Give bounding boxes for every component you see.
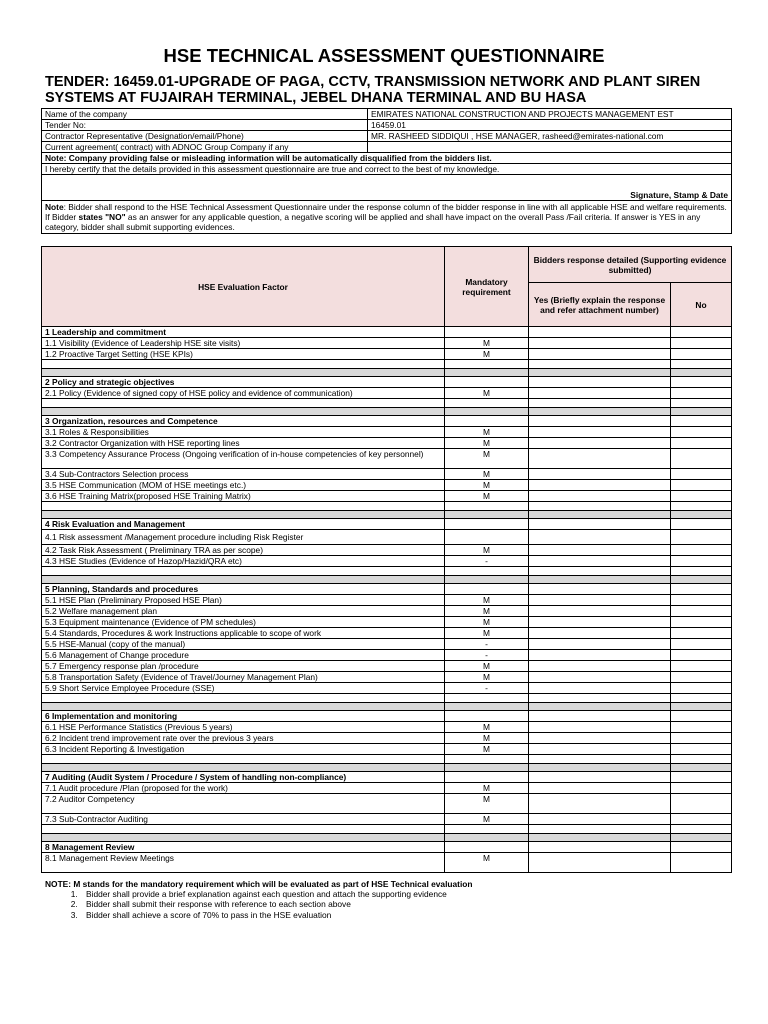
spacer-cell [42, 502, 445, 511]
page-title: HSE TECHNICAL ASSESSMENT QUESTIONNAIRE [163, 45, 605, 66]
separator-cell [42, 408, 445, 416]
evaluation-factor: 6.1 HSE Performance Statistics (Previous 5 years) [42, 722, 445, 733]
spacer-cell [445, 567, 529, 576]
separator-cell [529, 703, 671, 711]
yes-response-cell[interactable] [529, 338, 671, 349]
mandatory-cell: M [445, 595, 529, 606]
evaluation-factor: 3.6 HSE Training Matrix(proposed HSE Training Matrix) [42, 491, 445, 502]
yes-response-cell[interactable] [529, 427, 671, 438]
table-row [42, 744, 732, 755]
separator-cell [529, 369, 671, 377]
mandatory-cell: M [445, 349, 529, 360]
yes-response-cell[interactable] [529, 438, 671, 449]
section-mandatory-cell [445, 584, 529, 595]
separator-row [42, 408, 732, 416]
mandatory-cell: M [445, 427, 529, 438]
yes-response-cell[interactable] [529, 683, 671, 694]
yes-response-cell[interactable] [529, 744, 671, 755]
table-row [42, 617, 732, 628]
section-title: 2 Policy and strategic objectives [42, 377, 445, 388]
evaluation-factor: 5.8 Transportation Safety (Evidence of Travel/Journey Management Plan) [42, 672, 445, 683]
mandatory-cell: - [445, 650, 529, 661]
table-row [42, 853, 732, 873]
spacer-cell [445, 399, 529, 408]
no-response-cell[interactable] [671, 338, 732, 349]
note-item: 1. Bidder shall provide a brief explanation against each question and attach the supporting evidence [80, 889, 745, 899]
evaluation-factor: 3.5 HSE Communication (MOM of HSE meetings etc.) [42, 480, 445, 491]
factor-header: HSE Evaluation Factor [42, 247, 445, 327]
agreement-value[interactable] [368, 142, 732, 153]
yes-response-cell[interactable] [529, 853, 671, 873]
separator-cell [671, 576, 732, 584]
mandatory-header: Mandatory requirement [445, 247, 529, 327]
no-response-cell[interactable] [671, 628, 732, 639]
section-yes-cell [529, 772, 671, 783]
table-row [42, 556, 732, 567]
section-no-cell [671, 772, 732, 783]
tender-heading: TENDER: 16459.01-UPGRADE OF PAGA, CCTV, TRANSMISSION NETWORK AND PLANT SIREN SYSTEMS AT FUJAIRAH TERMINAL, JEBEL DHANA TERMINAL AND BU HASA [45, 74, 701, 106]
representative-row [42, 131, 732, 142]
section-no-cell [671, 711, 732, 722]
no-response-cell[interactable] [671, 814, 732, 825]
section-yes-cell [529, 584, 671, 595]
yes-response-cell[interactable] [529, 491, 671, 502]
tender-no-row [42, 120, 732, 131]
section-no-cell [671, 327, 732, 338]
mandatory-cell: M [445, 672, 529, 683]
spacer-cell [42, 755, 445, 764]
separator-cell [529, 511, 671, 519]
spacer-cell [529, 694, 671, 703]
separator-cell [671, 764, 732, 772]
spacer-row [42, 825, 732, 834]
evaluation-factor: 5.3 Equipment maintenance (Evidence of PM schedules) [42, 617, 445, 628]
yes-response-cell[interactable] [529, 628, 671, 639]
separator-cell [445, 834, 529, 842]
table-row [42, 449, 732, 469]
separator-cell [42, 576, 445, 584]
section-row [42, 377, 732, 388]
yes-response-cell[interactable] [529, 639, 671, 650]
response-note-label: Note [45, 202, 64, 212]
evaluation-factor: 3.1 Roles & Responsibilities [42, 427, 445, 438]
separator-cell [445, 576, 529, 584]
table-row [42, 672, 732, 683]
separator-row [42, 369, 732, 377]
evaluation-factor: 4.1 Risk assessment /Management procedure including Risk Register [42, 530, 445, 545]
no-response-cell[interactable] [671, 617, 732, 628]
company-value[interactable]: EMIRATES NATIONAL CONSTRUCTION AND PROJECTS MANAGEMENT EST [368, 109, 732, 120]
section-mandatory-cell [445, 842, 529, 853]
evaluation-factor: 8.1 Management Review Meetings [42, 853, 445, 873]
table-row [42, 683, 732, 694]
evaluation-body [42, 327, 732, 873]
section-mandatory-cell [445, 711, 529, 722]
table-row [42, 733, 732, 744]
spacer-row [42, 360, 732, 369]
evaluation-factor: 6.3 Incident Reporting & Investigation [42, 744, 445, 755]
separator-cell [671, 511, 732, 519]
table-row [42, 783, 732, 794]
separator-cell [445, 511, 529, 519]
table-row [42, 794, 732, 814]
section-yes-cell [529, 711, 671, 722]
response-note-row [42, 201, 732, 234]
spacer-cell [529, 755, 671, 764]
mandatory-cell: M [445, 744, 529, 755]
spacer-cell [671, 502, 732, 511]
section-yes-cell [529, 519, 671, 530]
separator-row [42, 764, 732, 772]
no-response-cell[interactable] [671, 672, 732, 683]
separator-cell [42, 834, 445, 842]
notes-block [45, 879, 745, 920]
note-item: 3. Bidder shall achieve a score of 70% to pass in the HSE evaluation [80, 910, 745, 920]
company-label: Name of the company [42, 109, 368, 120]
spacer-cell [42, 567, 445, 576]
certification-row [42, 164, 732, 175]
no-response-cell[interactable] [671, 556, 732, 567]
mandatory-cell: M [445, 545, 529, 556]
evaluation-factor: 4.2 Task Risk Assessment ( Preliminary TRA as per scope) [42, 545, 445, 556]
mandatory-cell: M [445, 491, 529, 502]
evaluation-factor: 3.4 Sub-Contractors Selection process [42, 469, 445, 480]
response-note-tail: as an answer for any applicable question, a negative scoring will be applied and shall have impact on the overall Pass /Fail criteria. If answer is YES in any category, bidder shall submit supporting evidences. [45, 212, 701, 232]
spacer-row [42, 567, 732, 576]
section-mandatory-cell [445, 519, 529, 530]
mandatory-cell: M [445, 606, 529, 617]
table-row [42, 606, 732, 617]
mandatory-cell: M [445, 733, 529, 744]
table-row [42, 545, 732, 556]
section-mandatory-cell [445, 416, 529, 427]
table-row [42, 469, 732, 480]
section-title: 8 Management Review [42, 842, 445, 853]
no-response-cell[interactable] [671, 650, 732, 661]
no-response-cell[interactable] [671, 388, 732, 399]
yes-response-cell[interactable] [529, 661, 671, 672]
section-title: 7 Auditing (Audit System / Procedure / System of handling non-compliance) [42, 772, 445, 783]
no-response-cell[interactable] [671, 545, 732, 556]
company-row [42, 109, 732, 120]
evaluation-factor: 1.1 Visibility (Evidence of Leadership HSE site visits) [42, 338, 445, 349]
spacer-cell [42, 694, 445, 703]
evaluation-factor: 5.1 HSE Plan (Preliminary Proposed HSE Plan) [42, 595, 445, 606]
mandatory-cell: - [445, 639, 529, 650]
evaluation-factor: 5.4 Standards, Procedures & work Instructions applicable to scope of work [42, 628, 445, 639]
response-note-text: : Bidder shall respond to the HSE Technical Assessment Questionnaire under the response column of the bidder response in line with all applicable HSE and welfare requirements. If Bidder [45, 202, 727, 222]
section-row [42, 584, 732, 595]
no-response-cell[interactable] [671, 606, 732, 617]
section-mandatory-cell [445, 377, 529, 388]
table-row [42, 438, 732, 449]
no-response-cell[interactable] [671, 595, 732, 606]
response-header: Bidders response detailed (Supporting evidence submitted) [529, 247, 732, 283]
no-response-cell[interactable] [671, 744, 732, 755]
evaluation-factor: 3.2 Contractor Organization with HSE reporting lines [42, 438, 445, 449]
spacer-cell [529, 360, 671, 369]
section-row [42, 327, 732, 338]
separator-cell [42, 703, 445, 711]
yes-response-cell[interactable] [529, 733, 671, 744]
representative-label: Contractor Representative (Designation/email/Phone) [42, 131, 368, 142]
table-row [42, 480, 732, 491]
evaluation-factor: 5.5 HSE-Manual (copy of the manual) [42, 639, 445, 650]
mandatory-cell: - [445, 556, 529, 567]
no-response-cell[interactable] [671, 733, 732, 744]
section-row [42, 842, 732, 853]
evaluation-factor: 5.9 Short Service Employee Procedure (SSE) [42, 683, 445, 694]
evaluation-factor: 6.2 Incident trend improvement rate over the previous 3 years [42, 733, 445, 744]
spacer-cell [42, 399, 445, 408]
spacer-row [42, 694, 732, 703]
mandatory-cell: M [445, 661, 529, 672]
table-row [42, 650, 732, 661]
yes-response-cell[interactable] [529, 349, 671, 360]
no-response-cell[interactable] [671, 469, 732, 480]
table-header-row [42, 247, 732, 283]
no-response-cell[interactable] [671, 639, 732, 650]
mandatory-cell: M [445, 449, 529, 469]
tender-no-value[interactable]: 16459.01 [368, 120, 732, 131]
no-response-cell[interactable] [671, 491, 732, 502]
separator-row [42, 511, 732, 519]
yes-response-cell[interactable] [529, 722, 671, 733]
no-response-cell[interactable] [671, 349, 732, 360]
section-mandatory-cell [445, 772, 529, 783]
section-title: 1 Leadership and commitment [42, 327, 445, 338]
mandatory-cell: M [445, 617, 529, 628]
company-info-table [41, 108, 732, 234]
certification-text: I hereby certify that the details provided in this assessment questionnaire are true and correct to the best of my knowledge. [42, 164, 732, 175]
signature-field[interactable]: Signature, Stamp & Date [42, 175, 732, 201]
section-row [42, 416, 732, 427]
mandatory-cell: M [445, 783, 529, 794]
spacer-row [42, 502, 732, 511]
section-row [42, 711, 732, 722]
mandatory-cell: M [445, 480, 529, 491]
section-no-cell [671, 416, 732, 427]
no-response-cell[interactable] [671, 783, 732, 794]
no-header: No [671, 283, 732, 327]
table-row [42, 530, 732, 545]
section-title: 5 Planning, Standards and procedures [42, 584, 445, 595]
response-note [42, 201, 732, 234]
no-response-cell[interactable] [671, 438, 732, 449]
mandatory-cell [445, 530, 529, 545]
table-row [42, 427, 732, 438]
evaluation-factor: 7.3 Sub-Contractor Auditing [42, 814, 445, 825]
separator-cell [529, 408, 671, 416]
yes-response-cell[interactable] [529, 814, 671, 825]
spacer-row [42, 399, 732, 408]
mandatory-cell: M [445, 628, 529, 639]
mandatory-cell: M [445, 388, 529, 399]
table-row [42, 491, 732, 502]
yes-response-cell[interactable] [529, 595, 671, 606]
representative-value[interactable]: MR. RASHEED SIDDIQUI , HSE MANAGER, rasheed@emirates-national.com [368, 131, 732, 142]
separator-cell [42, 369, 445, 377]
section-mandatory-cell [445, 327, 529, 338]
spacer-cell [445, 825, 529, 834]
spacer-cell [671, 399, 732, 408]
notes-list [45, 889, 745, 920]
evaluation-factor: 5.7 Emergency response plan /procedure [42, 661, 445, 672]
separator-cell [529, 764, 671, 772]
spacer-cell [42, 825, 445, 834]
spacer-cell [529, 825, 671, 834]
yes-response-cell[interactable] [529, 449, 671, 469]
yes-response-cell[interactable] [529, 617, 671, 628]
no-response-cell[interactable] [671, 722, 732, 733]
yes-response-cell[interactable] [529, 480, 671, 491]
no-response-cell[interactable] [671, 530, 732, 545]
spacer-cell [671, 360, 732, 369]
no-response-cell[interactable] [671, 683, 732, 694]
spacer-cell [671, 694, 732, 703]
separator-cell [445, 369, 529, 377]
separator-cell [671, 408, 732, 416]
separator-cell [42, 511, 445, 519]
yes-response-cell[interactable] [529, 388, 671, 399]
separator-row [42, 703, 732, 711]
spacer-cell [445, 360, 529, 369]
notes-heading: NOTE: M stands for the mandatory requirement which will be evaluated as part of HSE Technical evaluation [45, 879, 473, 889]
section-row [42, 519, 732, 530]
section-no-cell [671, 584, 732, 595]
spacer-row [42, 755, 732, 764]
spacer-cell [671, 825, 732, 834]
mandatory-cell: M [445, 722, 529, 733]
section-row [42, 772, 732, 783]
table-row [42, 349, 732, 360]
separator-cell [445, 703, 529, 711]
agreement-label: Current agreement( contract) with ADNOC Group Company if any [42, 142, 368, 153]
spacer-cell [529, 502, 671, 511]
section-no-cell [671, 377, 732, 388]
yes-response-cell[interactable] [529, 556, 671, 567]
section-title: 4 Risk Evaluation and Management [42, 519, 445, 530]
no-response-cell[interactable] [671, 449, 732, 469]
separator-cell [671, 834, 732, 842]
tender-no-label: Tender No: [42, 120, 368, 131]
spacer-cell [445, 694, 529, 703]
separator-cell [42, 764, 445, 772]
spacer-cell [529, 399, 671, 408]
mandatory-cell: - [445, 683, 529, 694]
yes-response-cell[interactable] [529, 794, 671, 814]
note-item: 2. Bidder shall submit their response with reference to each section above [80, 899, 745, 909]
spacer-cell [671, 755, 732, 764]
mandatory-cell: M [445, 814, 529, 825]
evaluation-factor: 3.3 Competency Assurance Process (Ongoing verification of in-house competencies of key personnel) [42, 449, 445, 469]
table-row [42, 338, 732, 349]
evaluation-factor: 5.2 Welfare management plan [42, 606, 445, 617]
disqualify-note: Note: Company providing false or misleading information will be automatically disqualified from the bidders list. [42, 153, 732, 164]
spacer-cell [671, 567, 732, 576]
table-row [42, 661, 732, 672]
section-yes-cell [529, 377, 671, 388]
section-yes-cell [529, 842, 671, 853]
table-row [42, 639, 732, 650]
no-response-cell[interactable] [671, 480, 732, 491]
evaluation-factor: 5.6 Management of Change procedure [42, 650, 445, 661]
signature-row [42, 175, 732, 201]
table-row [42, 388, 732, 399]
yes-response-cell[interactable] [529, 650, 671, 661]
agreement-row [42, 142, 732, 153]
evaluation-factor: 7.1 Audit procedure /Plan (proposed for the work) [42, 783, 445, 794]
yes-response-cell[interactable] [529, 469, 671, 480]
separator-row [42, 834, 732, 842]
separator-cell [529, 834, 671, 842]
spacer-cell [445, 755, 529, 764]
section-yes-cell [529, 327, 671, 338]
section-title: 3 Organization, resources and Competence [42, 416, 445, 427]
spacer-cell [42, 360, 445, 369]
yes-response-cell[interactable] [529, 783, 671, 794]
evaluation-factor: 2.1 Policy (Evidence of signed copy of HSE policy and evidence of communication) [42, 388, 445, 399]
evaluation-table [41, 246, 732, 873]
table-row [42, 595, 732, 606]
no-response-cell[interactable] [671, 427, 732, 438]
section-no-cell [671, 842, 732, 853]
section-no-cell [671, 519, 732, 530]
separator-row [42, 576, 732, 584]
yes-header: Yes (Briefly explain the response and refer attachment number) [529, 283, 671, 327]
yes-response-cell[interactable] [529, 530, 671, 545]
mandatory-cell: M [445, 794, 529, 814]
evaluation-factor: 1.2 Proactive Target Setting (HSE KPIs) [42, 349, 445, 360]
evaluation-factor: 7.2 Auditor Competency [42, 794, 445, 814]
spacer-cell [529, 567, 671, 576]
separator-cell [445, 764, 529, 772]
mandatory-cell: M [445, 469, 529, 480]
separator-cell [529, 576, 671, 584]
table-row [42, 814, 732, 825]
yes-response-cell[interactable] [529, 672, 671, 683]
table-row [42, 722, 732, 733]
no-response-cell[interactable] [671, 794, 732, 814]
separator-cell [445, 408, 529, 416]
spacer-cell [445, 502, 529, 511]
disqualify-note-row [42, 153, 732, 164]
table-row [42, 628, 732, 639]
no-response-cell[interactable] [671, 853, 732, 873]
response-note-no: states "NO" [78, 212, 126, 222]
section-yes-cell [529, 416, 671, 427]
separator-cell [671, 703, 732, 711]
section-title: 6 Implementation and monitoring [42, 711, 445, 722]
mandatory-cell: M [445, 438, 529, 449]
mandatory-cell: M [445, 853, 529, 873]
mandatory-cell: M [445, 338, 529, 349]
evaluation-factor: 4.3 HSE Studies (Evidence of Hazop/Hazid/QRA etc) [42, 556, 445, 567]
yes-response-cell[interactable] [529, 545, 671, 556]
no-response-cell[interactable] [671, 661, 732, 672]
separator-cell [671, 369, 732, 377]
yes-response-cell[interactable] [529, 606, 671, 617]
